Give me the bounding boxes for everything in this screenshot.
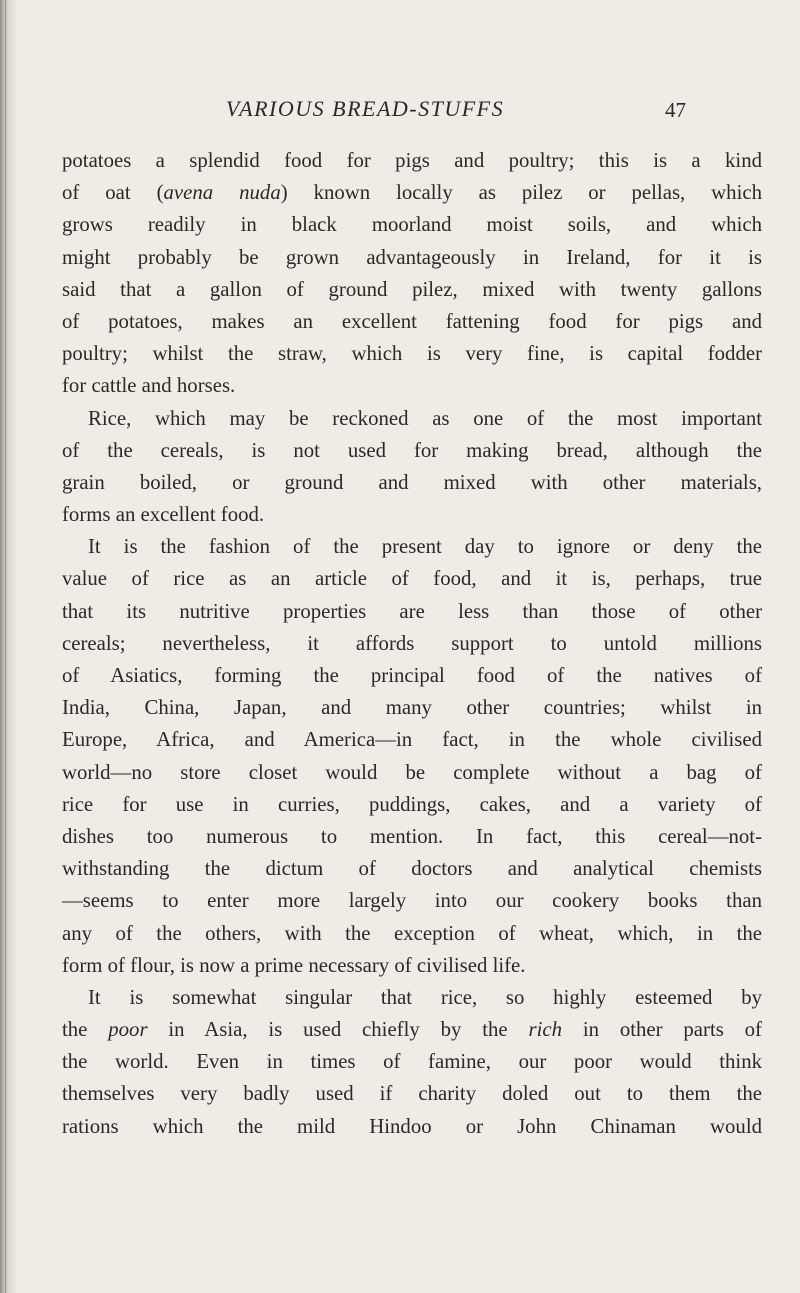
text-line: themselves very badly used if charity doled out to them the — [62, 1082, 762, 1106]
text-line: of the cereals, is not used for making bread, although the — [62, 438, 762, 462]
text-line: rice for use in curries, puddings, cakes, and a variety of — [62, 792, 762, 816]
text-line: Rice, which may be reckoned as one of the most important — [88, 406, 762, 430]
text-line: form of flour, is now a prime necessary of civilised life. — [62, 953, 526, 977]
text-line: of oat (avena nuda) known locally as pilez or pellas, which — [62, 181, 762, 205]
text-line: potatoes a splendid food for pigs and poultry; this is a kind — [62, 149, 762, 172]
text-line: forms an excellent food. — [62, 503, 265, 527]
running-head: VARIOUS BREAD-STUFFS — [225, 96, 505, 121]
text-line: grain boiled, or ground and mixed with other materials, — [62, 470, 762, 494]
text-line: any of the others, with the exception of wheat, which, in the — [62, 921, 762, 945]
text-line: rations which the mild Hindoo or John Chinaman would — [62, 1114, 762, 1138]
text-line: cereals; nevertheless, it affords support to untold millions — [62, 631, 762, 655]
text-line: might probably be grown advantageously in Ireland, for it is — [62, 245, 762, 269]
text-line: the poor in Asia, is used chiefly by the rich in other parts of — [62, 1018, 762, 1042]
text-line: —seems to enter more largely into our cookery books than — [62, 889, 762, 913]
text-line: world—no store closet would be complete without a bag of — [62, 760, 762, 784]
text-line: It is somewhat singular that rice, so highly esteemed by — [88, 985, 762, 1009]
text-line: for cattle and horses. — [62, 374, 236, 398]
text-line: It is the fashion of the present day to ignore or deny the — [88, 535, 762, 559]
text-line: grows readily in black moorland moist soils, and which — [62, 213, 762, 237]
text-line: value of rice as an article of food, and it is, perhaps, true — [62, 567, 762, 591]
text-line: said that a gallon of ground pilez, mixed with twenty gallons — [62, 277, 762, 301]
book-gutter-line — [5, 0, 6, 1293]
text-line: of potatoes, makes an excellent fattening food for pigs and — [62, 309, 762, 333]
page-number: 47 — [665, 98, 686, 122]
text-line: the world. Even in times of famine, our poor would think — [62, 1050, 762, 1074]
text-line: that its nutritive properties are less than those of other — [62, 599, 762, 623]
body-text — [62, 145, 762, 1143]
text-line: poultry; whilst the straw, which is very fine, is capital fodder — [62, 342, 762, 366]
text-line: of Asiatics, forming the principal food of the natives of — [62, 664, 762, 687]
book-spine-shadow — [0, 0, 18, 1293]
text-line: dishes too numerous to mention. In fact, this cereal—not- — [62, 824, 762, 848]
text-line: withstanding the dictum of doctors and analytical chemists — [62, 857, 762, 881]
text-line: India, China, Japan, and many other countries; whilst in — [62, 696, 762, 720]
text-line: Europe, Africa, and America—in fact, in the whole civilised — [62, 728, 762, 752]
